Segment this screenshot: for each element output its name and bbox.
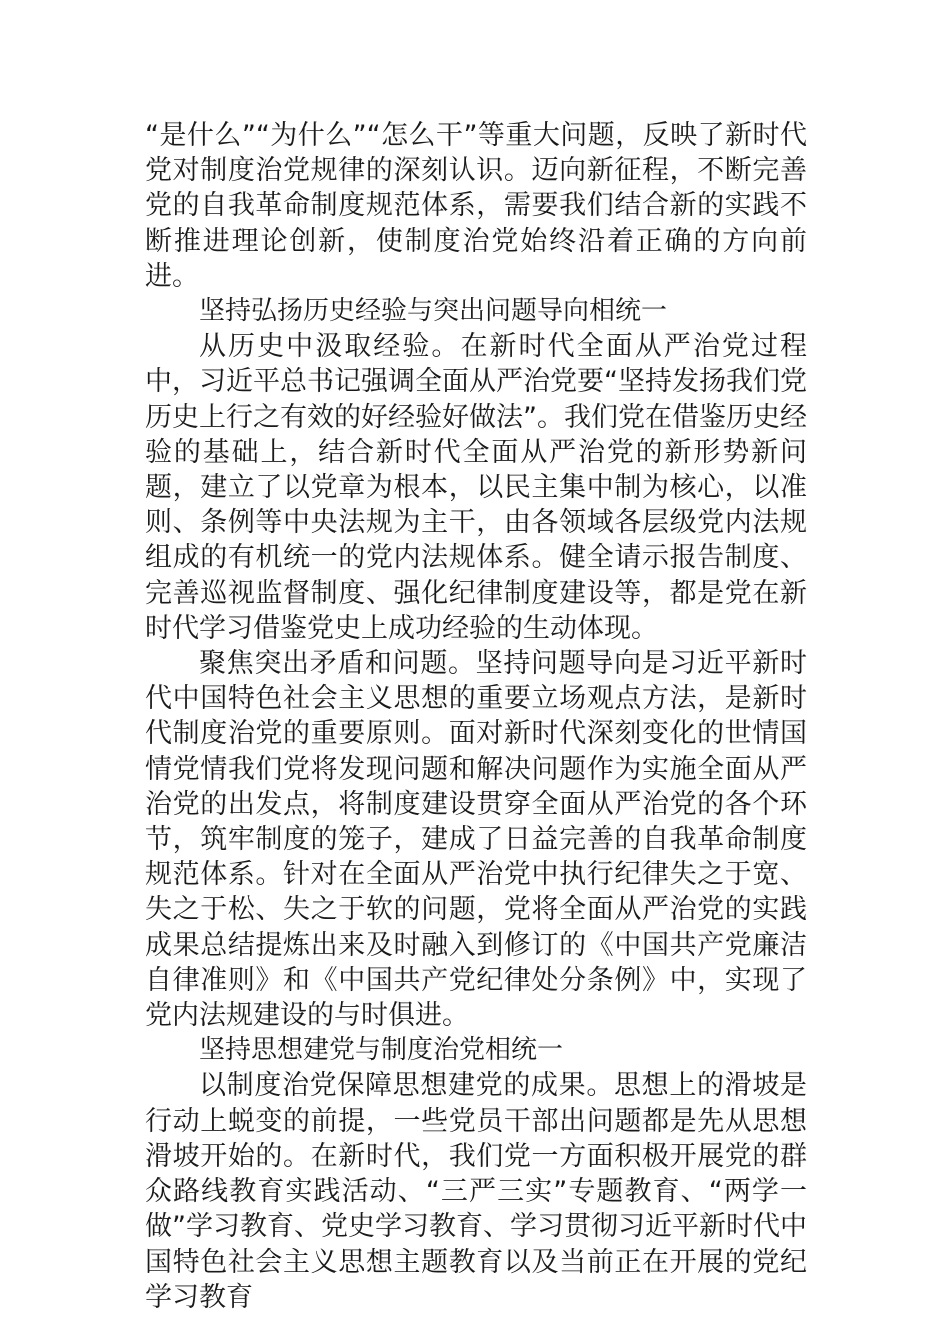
section-heading-history-and-problems: 坚持弘扬历史经验与突出问题导向相统一 <box>199 296 668 327</box>
paragraph-intro-continuation: “是什么”“为什么”“怎么干”等重大问题，反映了新时代党对制度治党规律的深刻认识。迈向新征程，不断完善党的自我革命制度规范体系，需要我们结合新的实践不断推进理论创新，使制度治党始终沿着正确的方向前进。 <box>145 120 807 292</box>
paragraph-focus-on-problems: 聚焦突出矛盾和问题。坚持问题导向是习近平新时代中国特色社会主义思想的重要立场观点方法，是新时代制度治党的重要原则。面对新时代深刻变化的世情国情党情我们党将发现问题和解决问题作为实施全面从严治党的出发点，将制度建设贯穿全面从严治党的各个环节，筑牢制度的笼子，建成了日益完善的自我革命制度规范体系。针对在全面从严治党中执行纪律失之于宽、失之于松、失之于软的问题，党将全面从严治党的实践成果总结提炼出来及时融入到修订的《中国共产党廉洁自律准则》和《中国共产党纪律处分条例》中，实现了党内法规建设的与时俱进。 <box>145 648 807 1032</box>
paragraph-learn-from-history: 从历史中汲取经验。在新时代全面从严治党过程中，习近平总书记强调全面从严治党要“坚持发扬我们党历史上行之有效的好经验好做法”。我们党在借鉴历史经验的基础上，结合新时代全面从严治党的新形势新问题，建立了以党章为根本，以民主集中制为核心，以准则、条例等中央法规为主干，由各领域各层级党内法规组成的有机统一的党内法规体系。健全请示报告制度、完善巡视监督制度、强化纪律制度建设等，都是党在新时代学习借鉴党史上成功经验的生动体现。 <box>145 331 807 644</box>
document-page <box>145 118 807 1315</box>
paragraph-institutions-guarantee-ideology: 以制度治党保障思想建党的成果。思想上的滑坡是行动上蜕变的前提，一些党员干部出问题都是先从思想滑坡开始的。在新时代，我们党一方面积极开展党的群众路线教育实践活动、“三严三实”专题教育、“两学一做”学习教育、党史学习教育、学习贯彻习近平新时代中国特色社会主义思想主题教育以及当前正在开展的党纪学习教育 <box>145 1070 807 1313</box>
section-heading-ideology-and-institutions: 坚持思想建党与制度治党相统一 <box>199 1035 564 1066</box>
